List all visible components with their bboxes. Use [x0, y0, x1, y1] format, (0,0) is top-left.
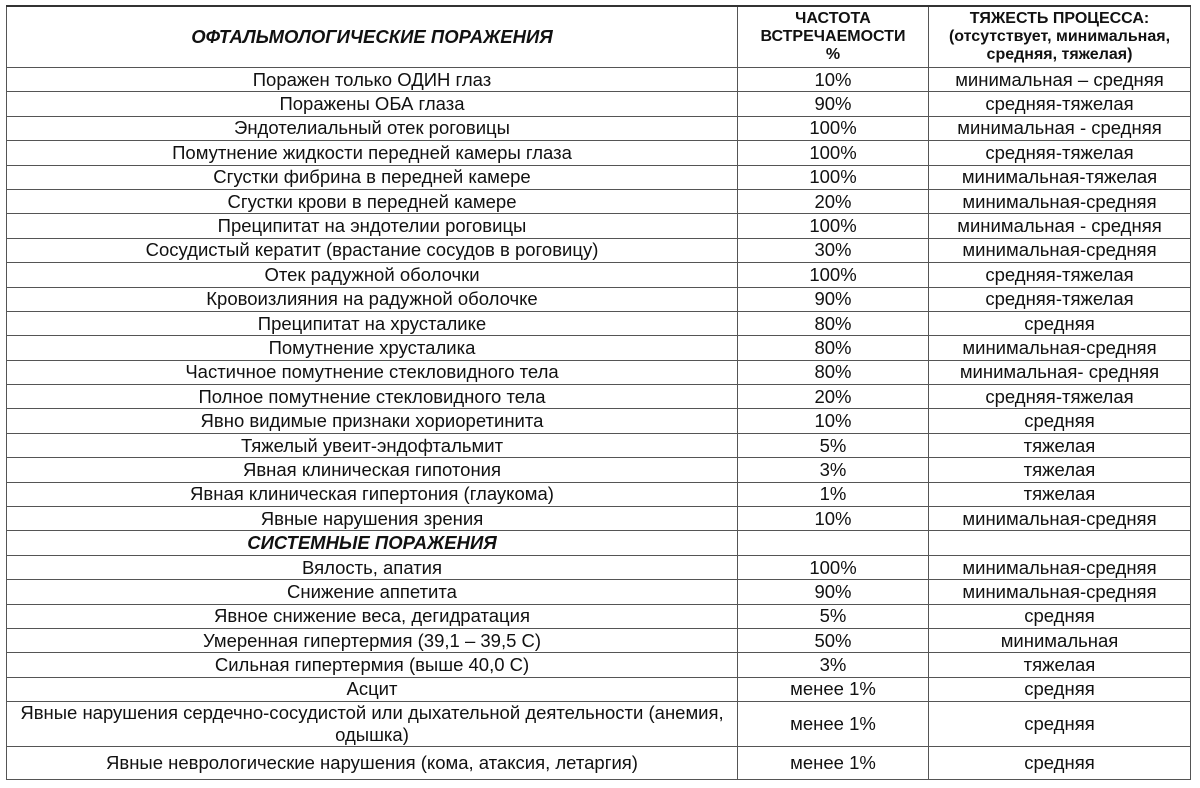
- table-row: [7, 482, 1191, 506]
- cell-severity: минимальная-тяжелая: [929, 165, 1191, 189]
- cell-lesion: Частичное помутнение стекловидного тела: [7, 360, 738, 384]
- cell-lesion: Явные нарушения сердечно-сосудистой или дыхательной деятельности (анемия, одышка): [7, 702, 738, 747]
- cell-severity: минимальная – средняя: [929, 68, 1191, 92]
- cell-lesion: Помутнение хрусталика: [7, 336, 738, 360]
- cell-frequency: 90%: [738, 580, 929, 604]
- table-row: [7, 189, 1191, 213]
- cell-lesion: Умеренная гипертермия (39,1 – 39,5 С): [7, 628, 738, 652]
- cell-lesion: Сосудистый кератит (врастание сосудов в роговицу): [7, 238, 738, 262]
- cell-frequency: 10%: [738, 409, 929, 433]
- cell-lesion: Эндотелиальный отек роговицы: [7, 116, 738, 140]
- table-row: [7, 433, 1191, 457]
- cell-lesion: СИСТЕМНЫЕ ПОРАЖЕНИЯ: [7, 531, 738, 555]
- cell-severity: средняя-тяжелая: [929, 287, 1191, 311]
- cell-frequency: 3%: [738, 653, 929, 677]
- cell-severity: тяжелая: [929, 458, 1191, 482]
- cell-frequency: 100%: [738, 555, 929, 579]
- cell-lesion: Явная клиническая гипотония: [7, 458, 738, 482]
- header-severity-line: средняя, тяжелая): [986, 46, 1133, 63]
- cell-severity: минимальная - средняя: [929, 214, 1191, 238]
- table-row: [7, 604, 1191, 628]
- cell-severity: средняя-тяжелая: [929, 141, 1191, 165]
- cell-frequency: 100%: [738, 116, 929, 140]
- table-row: [7, 68, 1191, 92]
- cell-lesion: Явные нарушения зрения: [7, 507, 738, 531]
- cell-lesion: Асцит: [7, 677, 738, 701]
- cell-severity: средняя-тяжелая: [929, 263, 1191, 287]
- cell-severity: минимальная-средняя: [929, 507, 1191, 531]
- cell-frequency: 20%: [738, 189, 929, 213]
- table-row: [7, 141, 1191, 165]
- table-row: [7, 747, 1191, 780]
- table-row: [7, 507, 1191, 531]
- cell-lesion: Явные неврологические нарушения (кома, атаксия, летаргия): [7, 747, 738, 780]
- cell-lesion: Помутнение жидкости передней камеры глаза: [7, 141, 738, 165]
- cell-frequency: 20%: [738, 385, 929, 409]
- cell-lesion: Вялость, апатия: [7, 555, 738, 579]
- cell-severity: минимальная- средняя: [929, 360, 1191, 384]
- cell-lesion: Поражены ОБА глаза: [7, 92, 738, 116]
- cell-lesion: Сгустки крови в передней камере: [7, 189, 738, 213]
- header-frequency-line: ЧАСТОТА: [795, 10, 871, 27]
- cell-severity: минимальная-средняя: [929, 555, 1191, 579]
- table-row: [7, 360, 1191, 384]
- cell-severity: средняя: [929, 677, 1191, 701]
- cell-frequency: 80%: [738, 360, 929, 384]
- header-severity-line: (отсутствует, минимальная,: [948, 28, 1171, 45]
- table-row: [7, 92, 1191, 116]
- cell-frequency: менее 1%: [738, 677, 929, 701]
- cell-frequency: 90%: [738, 92, 929, 116]
- header-severity-line: ТЯЖЕСТЬ ПРОЦЕССА:: [969, 10, 1150, 27]
- cell-lesion: Преципитат на хрусталике: [7, 311, 738, 335]
- cell-severity: средняя: [929, 311, 1191, 335]
- cell-severity: [929, 531, 1191, 555]
- cell-severity: средняя: [929, 604, 1191, 628]
- cell-severity: минимальная-средняя: [929, 238, 1191, 262]
- header-lesions: ОФТАЛЬМОЛОГИЧЕСКИЕ ПОРАЖЕНИЯ: [7, 6, 738, 68]
- table-row: [7, 458, 1191, 482]
- table-row: [7, 214, 1191, 238]
- cell-severity: средняя-тяжелая: [929, 385, 1191, 409]
- cell-frequency: 5%: [738, 604, 929, 628]
- table-row: [7, 116, 1191, 140]
- cell-frequency: менее 1%: [738, 747, 929, 780]
- cell-frequency: 5%: [738, 433, 929, 457]
- cell-lesion: Явное снижение веса, дегидратация: [7, 604, 738, 628]
- cell-frequency: [738, 531, 929, 555]
- cell-lesion: Полное помутнение стекловидного тела: [7, 385, 738, 409]
- table-row: [7, 628, 1191, 652]
- cell-severity: средняя: [929, 747, 1191, 780]
- table-row: [7, 238, 1191, 262]
- cell-frequency: 90%: [738, 287, 929, 311]
- cell-frequency: 50%: [738, 628, 929, 652]
- section-row: [7, 531, 1191, 555]
- cell-lesion: Снижение аппетита: [7, 580, 738, 604]
- cell-severity: минимальная - средняя: [929, 116, 1191, 140]
- table-row: [7, 580, 1191, 604]
- header-severity: [929, 6, 1191, 68]
- cell-severity: средняя-тяжелая: [929, 92, 1191, 116]
- cell-lesion: Поражен только ОДИН глаз: [7, 68, 738, 92]
- table-row: [7, 165, 1191, 189]
- cell-lesion: Сильная гипертермия (выше 40,0 С): [7, 653, 738, 677]
- table-row: [7, 287, 1191, 311]
- table-row: [7, 677, 1191, 701]
- cell-frequency: 1%: [738, 482, 929, 506]
- cell-frequency: 10%: [738, 68, 929, 92]
- cell-frequency: 100%: [738, 141, 929, 165]
- table-row: [7, 409, 1191, 433]
- lesions-table: [6, 5, 1191, 780]
- cell-severity: средняя: [929, 702, 1191, 747]
- cell-severity: средняя: [929, 409, 1191, 433]
- cell-lesion: Сгустки фибрина в передней камере: [7, 165, 738, 189]
- cell-lesion: Явно видимые признаки хориоретинита: [7, 409, 738, 433]
- cell-frequency: 100%: [738, 263, 929, 287]
- cell-lesion: Тяжелый увеит-эндофтальмит: [7, 433, 738, 457]
- cell-severity: минимальная-средняя: [929, 189, 1191, 213]
- cell-severity: тяжелая: [929, 653, 1191, 677]
- header-frequency-line: %: [825, 46, 841, 63]
- cell-severity: минимальная-средняя: [929, 336, 1191, 360]
- cell-frequency: 3%: [738, 458, 929, 482]
- table-header-row: [7, 6, 1191, 68]
- cell-severity: тяжелая: [929, 433, 1191, 457]
- table-row: [7, 336, 1191, 360]
- cell-severity: минимальная: [929, 628, 1191, 652]
- cell-frequency: 80%: [738, 311, 929, 335]
- table-row: [7, 555, 1191, 579]
- cell-lesion: Преципитат на эндотелии роговицы: [7, 214, 738, 238]
- header-frequency: [738, 6, 929, 68]
- cell-frequency: 100%: [738, 214, 929, 238]
- table-row: [7, 702, 1191, 747]
- cell-severity: тяжелая: [929, 482, 1191, 506]
- table-row: [7, 311, 1191, 335]
- cell-frequency: 30%: [738, 238, 929, 262]
- table-row: [7, 263, 1191, 287]
- cell-lesion: Явная клиническая гипертония (глаукома): [7, 482, 738, 506]
- cell-lesion: Кровоизлияния на радужной оболочке: [7, 287, 738, 311]
- table-row: [7, 385, 1191, 409]
- cell-lesion: Отек радужной оболочки: [7, 263, 738, 287]
- header-frequency-line: ВСТРЕЧАЕМОСТИ: [760, 28, 906, 45]
- cell-severity: минимальная-средняя: [929, 580, 1191, 604]
- cell-frequency: 10%: [738, 507, 929, 531]
- table-row: [7, 653, 1191, 677]
- cell-frequency: 100%: [738, 165, 929, 189]
- cell-frequency: менее 1%: [738, 702, 929, 747]
- cell-frequency: 80%: [738, 336, 929, 360]
